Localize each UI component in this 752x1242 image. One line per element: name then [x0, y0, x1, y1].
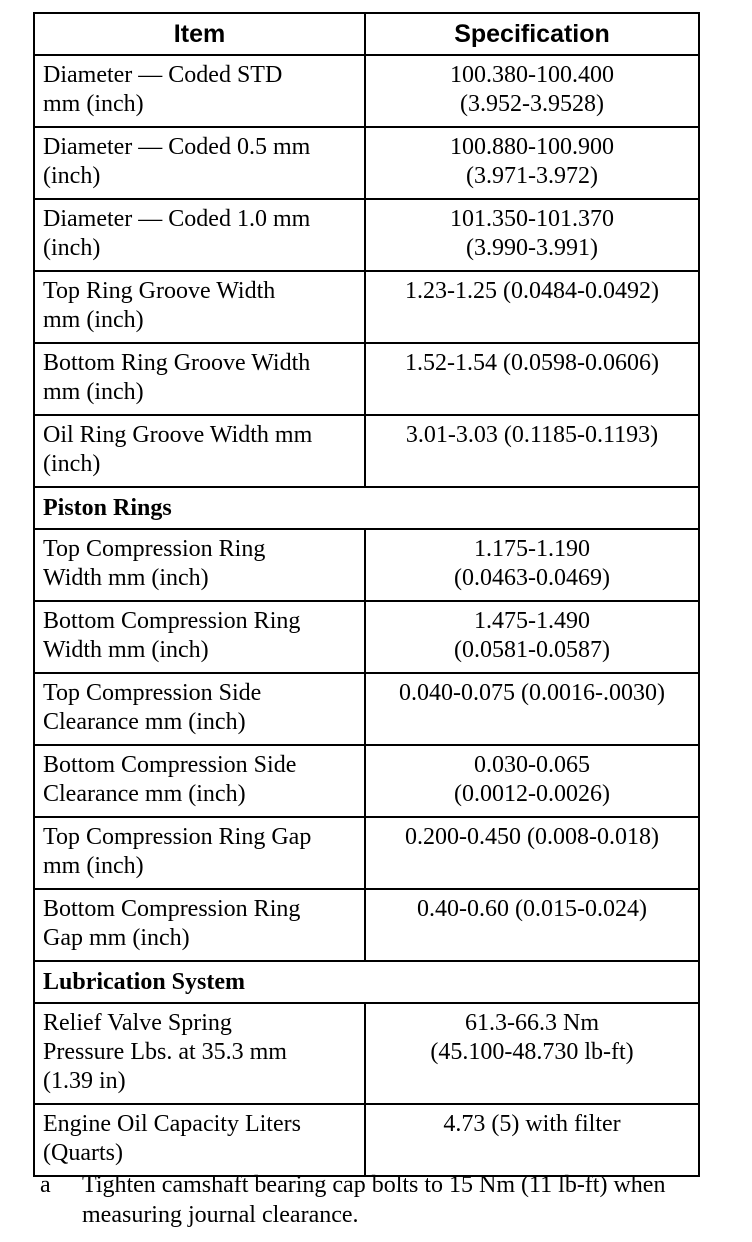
spec-cell: 0.200-0.450 (0.008-0.018)	[365, 817, 699, 889]
item-cell: Bottom Compression Ring Width mm (inch)	[34, 601, 365, 673]
spec-cell: 100.880-100.900 (3.971-3.972)	[365, 127, 699, 199]
table-row	[34, 343, 699, 415]
table-row	[34, 601, 699, 673]
item-cell: Relief Valve Spring Pressure Lbs. at 35.3 mm (1.39 in)	[34, 1003, 365, 1104]
header-specification: Specification	[365, 13, 699, 55]
spec-cell: 61.3-66.3 Nm (45.100-48.730 lb-ft)	[365, 1003, 699, 1104]
spec-cell: 4.73 (5) with filter	[365, 1104, 699, 1176]
spec-cell: 1.23-1.25 (0.0484-0.0492)	[365, 271, 699, 343]
item-cell: Diameter — Coded 1.0 mm (inch)	[34, 199, 365, 271]
section-heading-piston-rings: Piston Rings	[34, 487, 699, 529]
spec-cell: 0.030-0.065 (0.0012-0.0026)	[365, 745, 699, 817]
table-row	[34, 271, 699, 343]
footnote-text: Tighten camshaft bearing cap bolts to 15 Nm (11 lb-ft) when measuring journal clearance.	[82, 1172, 666, 1228]
spec-cell: 101.350-101.370 (3.990-3.991)	[365, 199, 699, 271]
item-cell: Top Compression Ring Width mm (inch)	[34, 529, 365, 601]
header-item: Item	[34, 13, 365, 55]
table-row	[34, 55, 699, 127]
header-row	[34, 13, 699, 55]
spec-cell: 0.40-0.60 (0.015-0.024)	[365, 889, 699, 961]
table-row	[34, 127, 699, 199]
spec-cell: 1.475-1.490 (0.0581-0.0587)	[365, 601, 699, 673]
item-cell: Engine Oil Capacity Liters (Quarts)	[34, 1104, 365, 1176]
table-row	[34, 529, 699, 601]
section-row-lubrication	[34, 961, 699, 1003]
table-row	[34, 415, 699, 487]
item-cell: Oil Ring Groove Width mm (inch)	[34, 415, 365, 487]
item-cell: Bottom Compression Ring Gap mm (inch)	[34, 889, 365, 961]
table-row	[34, 673, 699, 745]
item-cell: Top Ring Groove Width mm (inch)	[34, 271, 365, 343]
table-row	[34, 889, 699, 961]
section-heading-lubrication: Lubrication System	[34, 961, 699, 1003]
table-row	[34, 1104, 699, 1176]
item-cell: Diameter — Coded 0.5 mm (inch)	[34, 127, 365, 199]
table-row	[34, 1003, 699, 1104]
item-cell: Bottom Ring Groove Width mm (inch)	[34, 343, 365, 415]
item-cell: Top Compression Side Clearance mm (inch)	[34, 673, 365, 745]
item-cell: Bottom Compression Side Clearance mm (inch)	[34, 745, 365, 817]
item-cell: Top Compression Ring Gap mm (inch)	[34, 817, 365, 889]
table-row	[34, 817, 699, 889]
table-row	[34, 745, 699, 817]
item-cell: Diameter — Coded STD mm (inch)	[34, 55, 365, 127]
spec-cell: 3.01-3.03 (0.1185-0.1193)	[365, 415, 699, 487]
spec-cell: 1.175-1.190 (0.0463-0.0469)	[365, 529, 699, 601]
spec-cell: 0.040-0.075 (0.0016-.0030)	[365, 673, 699, 745]
section-row-piston-rings	[34, 487, 699, 529]
footnote-marker: a	[40, 1172, 51, 1198]
spec-cell: 1.52-1.54 (0.0598-0.0606)	[365, 343, 699, 415]
spec-cell: 100.380-100.400 (3.952-3.9528)	[365, 55, 699, 127]
table-row	[34, 199, 699, 271]
spec-table	[33, 12, 700, 1177]
